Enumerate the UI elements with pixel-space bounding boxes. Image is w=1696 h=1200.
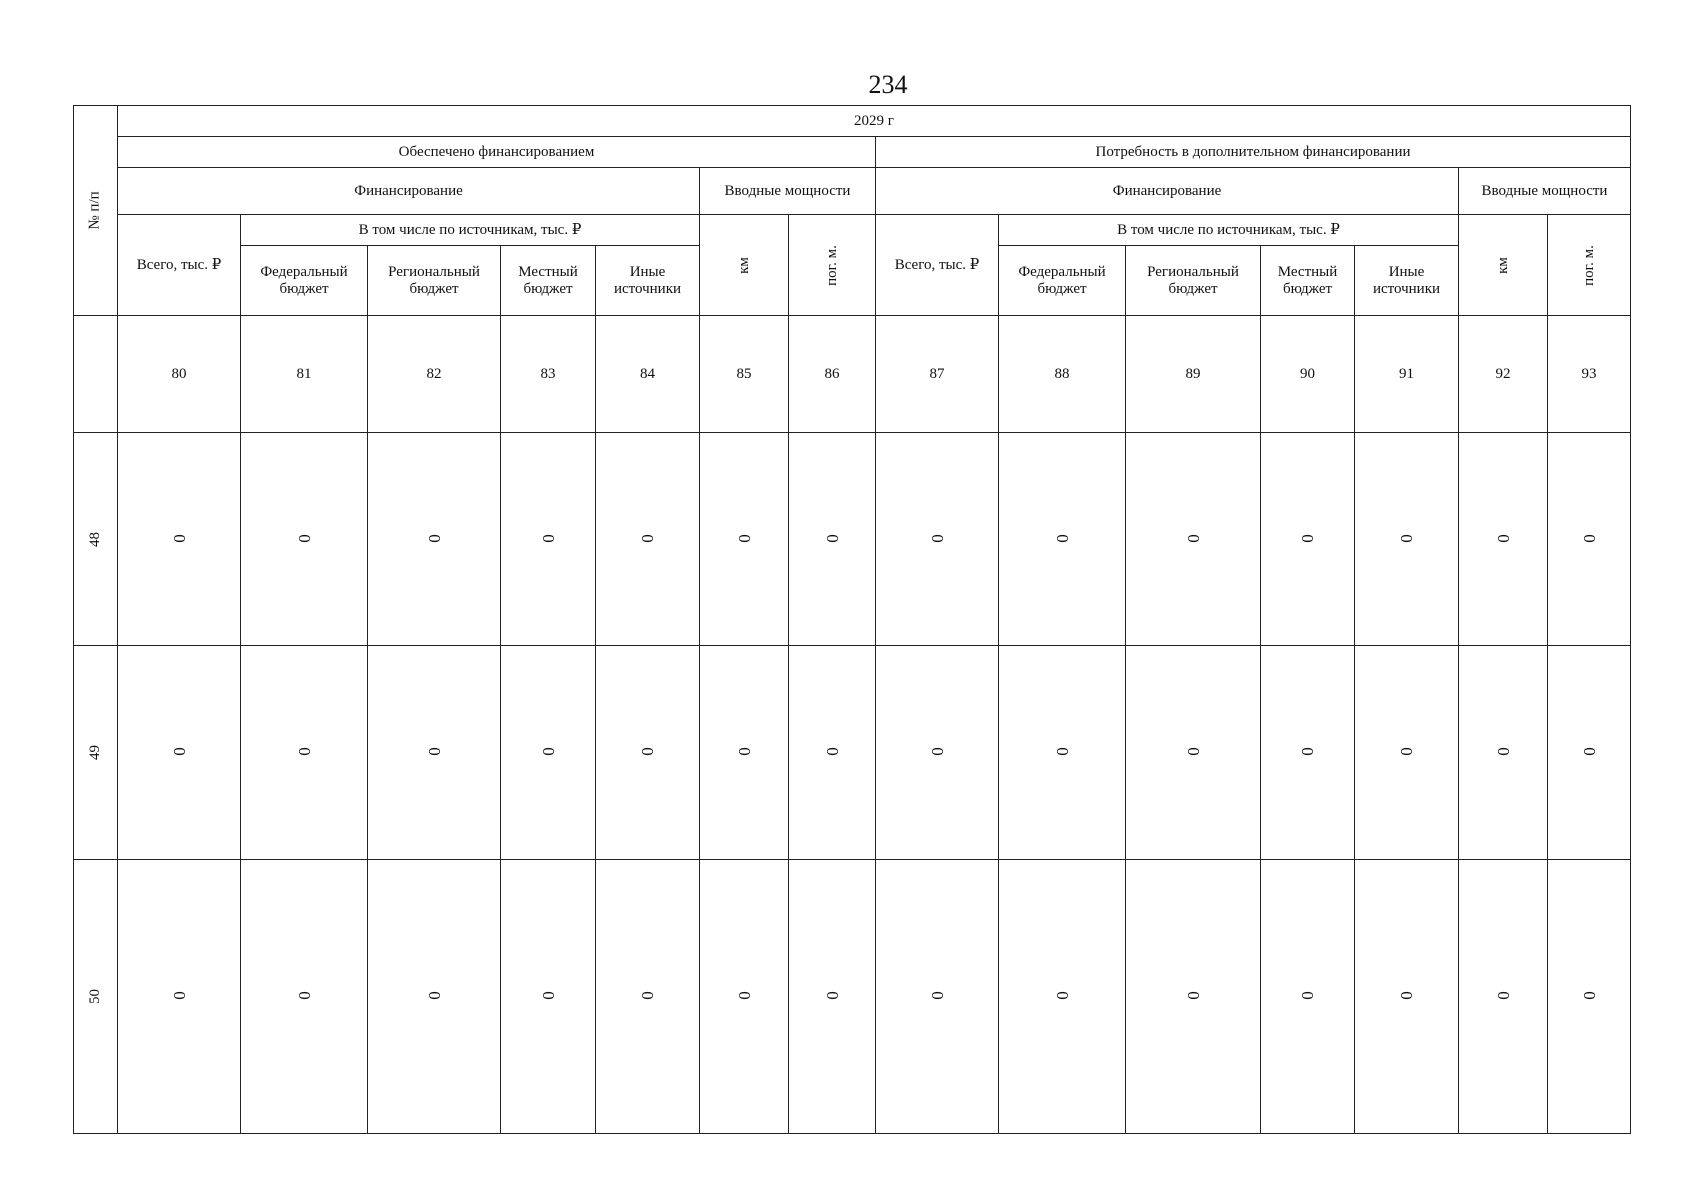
provided-financing-header: Обеспечено финансированием <box>118 137 876 168</box>
other-header: Иные источники <box>1355 246 1459 316</box>
capacity-header: Вводные мощности <box>700 168 876 215</box>
table-row <box>74 433 1631 646</box>
value-cell: 0 <box>1126 860 1261 1134</box>
total-header: Всего, тыс. ₽ <box>118 215 241 316</box>
column-numbers-row <box>74 316 1631 433</box>
column-number: 88 <box>999 316 1126 433</box>
by-sources-header: В том числе по источникам, тыс. ₽ <box>241 215 700 246</box>
column-number: 80 <box>118 316 241 433</box>
column-number: 83 <box>501 316 596 433</box>
federal-header: Федеральный бюджет <box>241 246 368 316</box>
km-header: км <box>700 215 789 316</box>
km-header: км <box>1459 215 1548 316</box>
value-cell: 0 <box>700 646 789 860</box>
value-cell: 0 <box>501 433 596 646</box>
regional-header: Региональный бюджет <box>1126 246 1261 316</box>
value-cell: 0 <box>241 646 368 860</box>
column-number: 86 <box>789 316 876 433</box>
value-cell: 0 <box>876 433 999 646</box>
value-cell: 0 <box>596 433 700 646</box>
value-cell: 0 <box>1355 860 1459 1134</box>
value-cell: 0 <box>368 433 501 646</box>
column-number: 91 <box>1355 316 1459 433</box>
value-cell: 0 <box>999 646 1126 860</box>
column-number: 85 <box>700 316 789 433</box>
row-number: 50 <box>74 860 118 1134</box>
value-cell: 0 <box>1459 860 1548 1134</box>
additional-financing-header: Потребность в дополнительном финансировании <box>876 137 1631 168</box>
financing-table <box>73 105 1631 1134</box>
value-cell: 0 <box>1548 433 1631 646</box>
financing-header: Финансирование <box>876 168 1459 215</box>
value-cell: 0 <box>1261 860 1355 1134</box>
local-header: Местный бюджет <box>501 246 596 316</box>
financing-header: Финансирование <box>118 168 700 215</box>
year-header: 2029 г <box>118 106 1631 137</box>
value-cell: 0 <box>1126 433 1261 646</box>
column-number: 92 <box>1459 316 1548 433</box>
value-cell: 0 <box>1548 860 1631 1134</box>
column-number: 84 <box>596 316 700 433</box>
value-cell: 0 <box>501 860 596 1134</box>
value-cell: 0 <box>1548 646 1631 860</box>
pog-m-header: пог. м. <box>1548 215 1631 316</box>
table-row <box>74 860 1631 1134</box>
value-cell: 0 <box>241 433 368 646</box>
local-header: Местный бюджет <box>1261 246 1355 316</box>
total-header: Всего, тыс. ₽ <box>876 215 999 316</box>
value-cell: 0 <box>596 860 700 1134</box>
column-number: 93 <box>1548 316 1631 433</box>
value-cell: 0 <box>596 646 700 860</box>
empty-cell <box>74 316 118 433</box>
by-sources-header: В том числе по источникам, тыс. ₽ <box>999 215 1459 246</box>
value-cell: 0 <box>1126 646 1261 860</box>
value-cell: 0 <box>999 433 1126 646</box>
row-number-header: № п/п <box>74 106 118 316</box>
table-row <box>74 646 1631 860</box>
column-number: 82 <box>368 316 501 433</box>
column-number: 87 <box>876 316 999 433</box>
pog-m-header: пог. м. <box>789 215 876 316</box>
value-cell: 0 <box>1355 433 1459 646</box>
column-number: 89 <box>1126 316 1261 433</box>
value-cell: 0 <box>700 860 789 1134</box>
value-cell: 0 <box>789 433 876 646</box>
capacity-header: Вводные мощности <box>1459 168 1631 215</box>
value-cell: 0 <box>501 646 596 860</box>
value-cell: 0 <box>700 433 789 646</box>
row-number: 49 <box>74 646 118 860</box>
value-cell: 0 <box>118 646 241 860</box>
page-number: 234 <box>868 70 908 99</box>
value-cell: 0 <box>368 860 501 1134</box>
other-header: Иные источники <box>596 246 700 316</box>
column-number: 81 <box>241 316 368 433</box>
row-number: 48 <box>74 433 118 646</box>
value-cell: 0 <box>1261 646 1355 860</box>
value-cell: 0 <box>789 860 876 1134</box>
value-cell: 0 <box>368 646 501 860</box>
value-cell: 0 <box>118 433 241 646</box>
regional-header: Региональный бюджет <box>368 246 501 316</box>
value-cell: 0 <box>1459 646 1548 860</box>
value-cell: 0 <box>789 646 876 860</box>
value-cell: 0 <box>876 646 999 860</box>
value-cell: 0 <box>999 860 1126 1134</box>
column-number: 90 <box>1261 316 1355 433</box>
value-cell: 0 <box>876 860 999 1134</box>
value-cell: 0 <box>241 860 368 1134</box>
value-cell: 0 <box>1261 433 1355 646</box>
federal-header: Федеральный бюджет <box>999 246 1126 316</box>
value-cell: 0 <box>1355 646 1459 860</box>
value-cell: 0 <box>118 860 241 1134</box>
value-cell: 0 <box>1459 433 1548 646</box>
